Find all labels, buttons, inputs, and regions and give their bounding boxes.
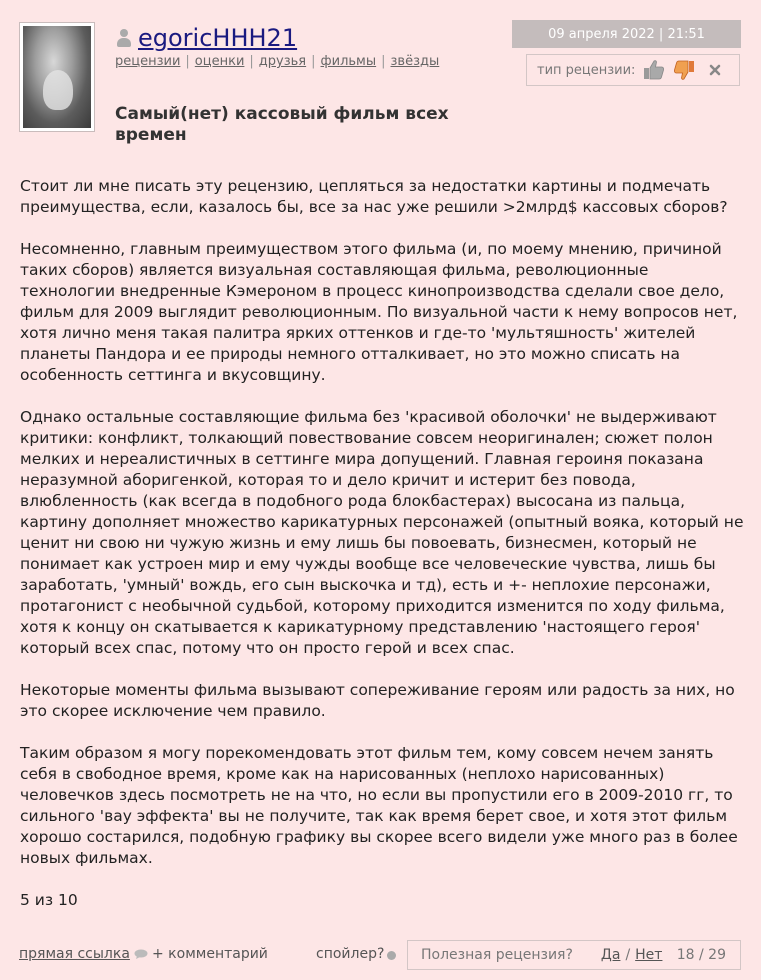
comment-icon: [134, 949, 148, 959]
review-paragraph: Однако остальные составляющие фильма без 'красивой оболочки' не выдерживают критики: конфликт, толкающий повествование совсем неоригинален; сюжет полон мелких и нереалистичных в сеттинге мира допущений. Главная героиня показана неразумной аборигенкой, которая то и дело кричит и истерит без повода, влюбленность (как всегда в подобного рода блокбастерах) высосана из пальца, картину дополняет множество карикатурных персонажей (опытный вояка, который не ценит ни свою ни чужую жизнь и ему лишь бы повоевать, бизнесмен, который не понимает как устроен мир и ему чужды вообще все человеческие чувства, лишь бы заработать, 'умный' вождь, его сын выскочка и тд), есть и +- неплохие персонажи, протагонист с необычной судьбой, которому приходится изменится по ходу фильма, хотя к концу он скатывается к карикатурному представлению 'настоящего героя' который всех спас, потому что он просто герой и всех спас.: [20, 408, 744, 657]
user-link-reviews[interactable]: рецензии: [115, 54, 181, 69]
review-paragraph: Таким образом я могу порекомендовать этот фильм тем, кому совсем нечем занять себя в свободное время, кроме как на нарисованных (неплохо нарисованных) человечков здесь посмотреть не на что, но если вы пропустили его в 2009-2010 гг, то сильного 'вау эффекта' вы не получите, так как время берет свое, и хотя этот фильм хорошо состарился, подобную графику вы скорее всего видели уже много раз в более новых фильмах.: [20, 744, 738, 867]
review-title: Самый(нет) кассовый фильм всех времен: [115, 104, 449, 145]
review-body: [20, 176, 744, 932]
review-paragraph: Стоит ли мне писать эту рецензию, цепляться за недостатки картины и подмечать преимущества, если, казалось бы, все за нас уже решили >2млрд$ кассовых сборов?: [20, 177, 728, 216]
user-links: рецензии | оценки | друзья | фильмы | звёзды: [115, 54, 440, 69]
user-header: [115, 24, 297, 52]
user-status-icon: [115, 28, 132, 48]
thumbs-down-icon[interactable]: [673, 60, 695, 80]
spoiler-toggle[interactable]: [316, 946, 396, 962]
useful-count: 18 / 29: [676, 947, 726, 963]
review-footer: [0, 940, 761, 970]
spoiler-dot-icon: [387, 951, 396, 960]
useful-review-box: Полезная рецензия? Да / Нет 18 / 29: [407, 940, 741, 970]
avatar-image: [23, 26, 91, 128]
user-avatar[interactable]: [19, 22, 95, 132]
review-type-label: тип рецензии:: [537, 62, 636, 78]
user-link-friends[interactable]: друзья: [258, 54, 307, 69]
user-link-ratings[interactable]: оценки: [194, 54, 245, 69]
add-comment-link[interactable]: + комментарий: [152, 946, 268, 962]
useful-yes-link[interactable]: Да: [600, 947, 621, 963]
review-score: 5 из 10: [20, 891, 78, 909]
user-link-stars[interactable]: звёзды: [390, 54, 440, 69]
thumbs-up-icon[interactable]: [643, 60, 665, 80]
spoiler-label: спойлер?: [316, 946, 385, 962]
direct-link[interactable]: прямая ссылка: [19, 946, 130, 962]
user-link-films[interactable]: фильмы: [320, 54, 377, 69]
review-type-selector: [526, 54, 740, 86]
review-paragraph: Некоторые моменты фильма вызывают сопереживание героям или радость за них, но это скорее исключение чем правило.: [20, 681, 735, 720]
neutral-x-icon[interactable]: [709, 64, 721, 76]
review-paragraph: Несомненно, главным преимуществом этого фильма (и, по моему мнению, причиной таких сборов) является визуальная составляющая фильма, революционные технологии внедренные Кэмероном в процесс кинопроизводства сделали свое дело, фильм для 2009 выглядит революционным. По визуальной части к нему вопросов нет, хотя лично меня такая палитра ярких оттенков и где-то 'мультяшность' жителей планеты Пандора и ее природы немного отталкивает, но это можно списать на особенность сеттинга и вкусовщину.: [20, 240, 738, 384]
review-date: 09 апреля 2022 | 21:51: [512, 20, 741, 48]
username-link[interactable]: egoricHHH21: [138, 24, 298, 52]
useful-question: Полезная рецензия?: [421, 947, 573, 963]
useful-no-link[interactable]: Нет: [635, 947, 663, 963]
